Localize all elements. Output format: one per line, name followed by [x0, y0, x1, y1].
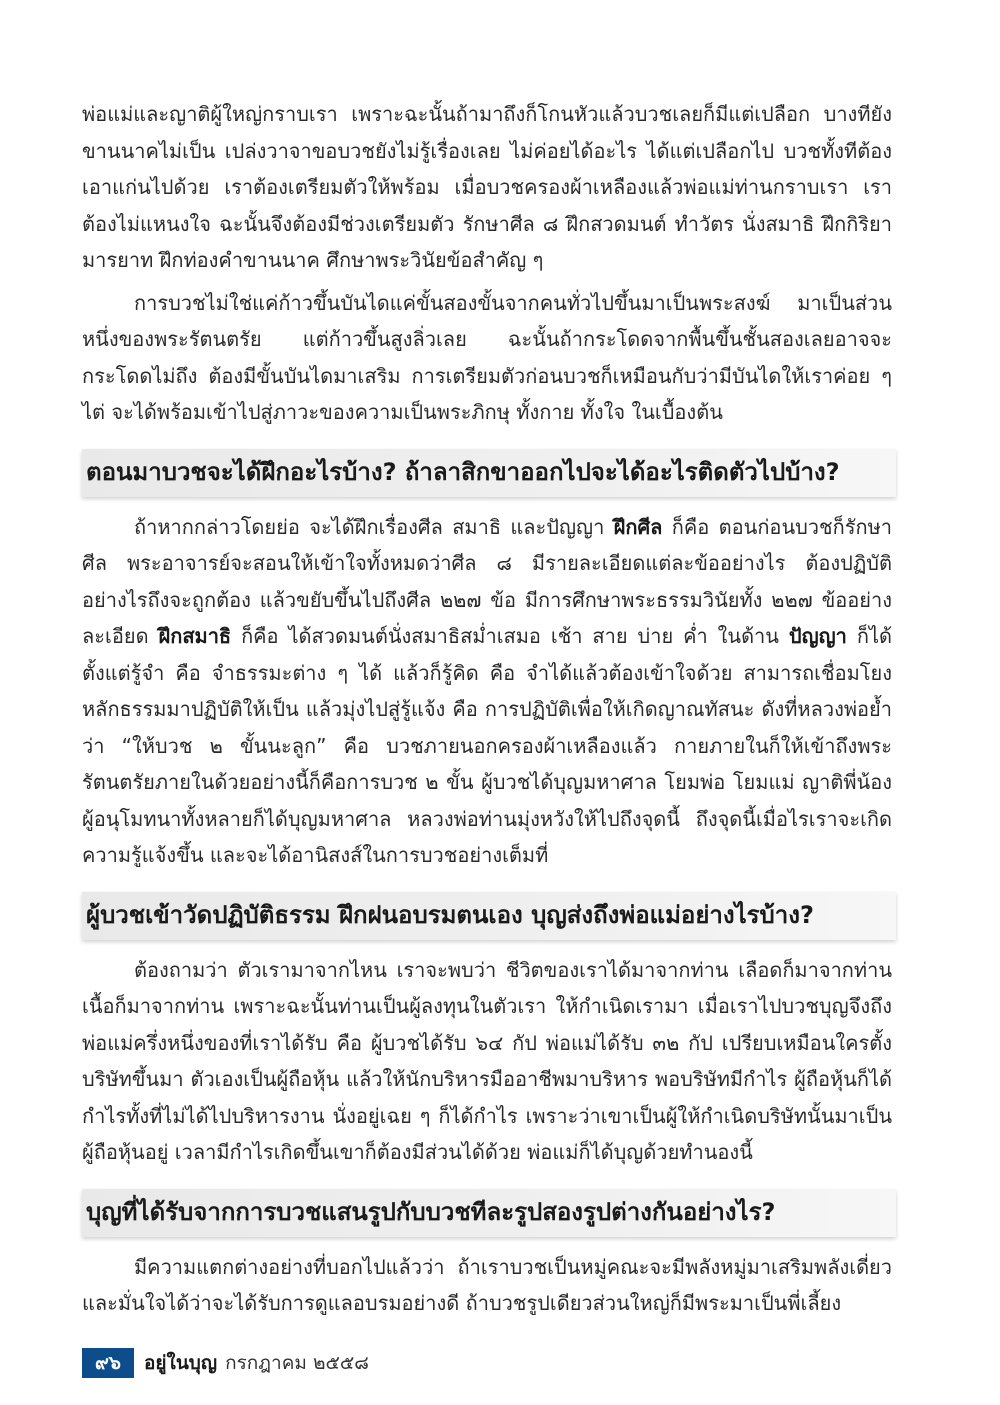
text-run: ก็ได้ตั้งแต่รู้จำ คือ จำธรรมะต่าง ๆ ได้ แล้วก็รู้คิด คือ จำได้แล้วต้องเข้าใจด้วย สามารถเชื่อมโยงหลักธรรมมาปฏิบัติให้เป็น แล้วมุ่งไปสู่รู้แจ้ง คือ การปฏิบัติเพื่อให้เกิดญาณทัสนะ ดังที่หลวงพ่อย้ำว่า “ให้บวช ๒ ขั้นนะลูก” คือ บวชภายนอกครองผ้าเหลืองแล้ว กายภายในก็ให้เข้าถึงพระรัตนตรัยภายในด้วยอย่างนี้ก็คือการบวช ๒ ขั้น ผู้บวชได้บุญมหาศาล โยมพ่อ โยมแม่ ญาติพี่น้อง ผู้อนุโมทนาทั้งหลายก็ได้บุญมหาศาล หลวงพ่อท่านมุ่งหวังให้ไปถึงจุดนี้ ถึงจุดนี้เมื่อไรเราจะเกิดความรู้แจ้งขึ้น และจะได้อานิสงส์ในการบวชอย่างเต็มที่ [82, 624, 892, 867]
page-footer [82, 1348, 369, 1378]
paragraph: การบวชไม่ใช่แค่ก้าวขึ้นบันไดแค่ขั้นสองขั้นจากคนทั่วไปขึ้นมาเป็นพระสงฆ์ มาเป็นส่วนหนึ่งของพระรัตนตรัย แต่ก้าวขึ้นสูงลิ่วเลย ฉะนั้นถ้ากระโดดจากพื้นขึ้นชั้นสองเลยอาจจะกระโดดไม่ถึง ต้องมีขั้นบันไดมาเสริม การเตรียมตัวก่อนบวชก็เหมือนกับว่ามีบันไดให้เราค่อย ๆ ไต่ จะได้พร้อมเข้าไปสู่ภาวะของความเป็นพระภิกษุ ทั้งกาย ทั้งใจ ในเบื้องต้น [82, 290, 892, 424]
bold-term: ฝึกสมาธิ [158, 624, 232, 648]
magazine-title: อยู่ในบุญ [144, 1352, 218, 1374]
paragraph: พ่อแม่และญาติผู้ใหญ่กราบเรา เพราะฉะนั้นถ้ามาถึงก็โกนหัวแล้วบวชเลยก็มีแต่เปลือก บางทียังขานนาคไม่เป็น เปล่งวาจาขอบวชยังไม่รู้เรื่องเลย ไม่ค่อยได้อะไร ได้แต่เปลือกไป บวชทั้งทีต้องเอาแก่นไปด้วย เราต้องเตรียมตัวให้พร้อม เมื่อบวชครองผ้าเหลืองแล้วพ่อแม่ท่านกราบเรา เราต้องไม่แหนงใจ ฉะนั้นจึงต้องมีช่วงเตรียมตัว รักษาศีล ๘ ฝึกสวดมนต์ ทำวัตร นั่งสมาธิ ฝึกกิริยามารยาท ฝึกท่องคำขานนาค ศึกษาพระวินัยข้อสำคัญ ๆ [82, 102, 892, 272]
paragraph [82, 509, 892, 874]
paragraph: มีความแตกต่างอย่างที่บอกไปแล้วว่า ถ้าเราบวชเป็นหมู่คณะจะมีพลังหมู่มาเสริมพลังเดี่ยวและมั่นใจได้ว่าจะได้รับการดูแลอบรมอย่างดี ถ้าบวชรูปเดียวส่วนใหญ่ก็มีพระมาเป็นพี่เลี้ยง [82, 1254, 892, 1315]
section-heading-box [82, 892, 892, 940]
article-body [82, 96, 892, 1322]
section-heading: ผู้บวชเข้าวัดปฏิบัติธรรม ฝึกฝนอบรมตนเอง บุญส่งถึงพ่อแม่อย่างไรบ้าง? [82, 892, 896, 940]
section-heading: ตอนมาบวชจะได้ฝึกอะไรบ้าง? ถ้าลาสิกขาออกไปจะได้อะไรติดตัวไปบ้าง? [82, 449, 896, 497]
issue-date: กรกฎาคม ๒๕๕๘ [225, 1352, 369, 1374]
bold-term: ฝึกศีล [613, 514, 663, 539]
text-run: ก็คือ ได้สวดมนต์นั่งสมาธิสม่ำเสมอ เช้า สาย บ่าย ค่ำ ในด้าน [231, 624, 789, 648]
paragraph: ต้องถามว่า ตัวเรามาจากไหน เราจะพบว่า ชีวิตของเราได้มาจากท่าน เลือดก็มาจากท่าน เนื้อก็มาจากท่าน เพราะฉะนั้นท่านเป็นผู้ลงทุนในตัวเรา ให้กำเนิดเรามา เมื่อเราไปบวชบุญจึงถึงพ่อแม่ครึ่งหนึ่งของที่เราได้รับ คือ ผู้บวชได้รับ ๖๔ กัป พ่อแม่ได้รับ ๓๒ กัป เปรียบเหมือนใครตั้งบริษัทขึ้นมา ตัวเองเป็นผู้ถือหุ้น แล้วให้นักบริหารมืออาชีพมาบริหาร พอบริษัทมีกำไร ผู้ถือหุ้นก็ได้กำไรทั้งที่ไม่ได้ไปบริหารงาน นั่งอยู่เฉย ๆ ก็ได้กำไร เพราะว่าเขาเป็นผู้ให้กำเนิดบริษัทนั้นมาเป็นผู้ถือหุ้นอยู่ เวลามีกำไรเกิดขึ้นเขาก็ต้องมีส่วนได้ด้วย พ่อแม่ก็ได้บุญด้วยทำนองนี้ [82, 957, 892, 1164]
text-run: ถ้าหากกล่าวโดยย่อ จะได้ฝึกเรื่องศีล สมาธิ และปัญญา [134, 514, 614, 539]
text-run: ก็คือ ตอนก่อนบวชก็รักษาศีล พระอาจารย์จะสอนให้เข้าใจทั้งหมดว่าศีล ๘ มีรายละเอียดแต่ละข้ออย่างไร ต้องปฏิบัติอย่างไรถึงจะถูกต้อง แล้วขยับขึ้นไปถึงศีล ๒๒๗ ข้อ มีการศึกษาพระธรรมวินัยทั้ง ๒๒๗ ข้ออย่างละเอียด [82, 514, 892, 648]
section-heading: บุญที่ได้รับจากการบวชแสนรูปกับบวชทีละรูปสองรูปต่างกันอย่างไร? [82, 1189, 896, 1237]
bold-term: ปัญญา [788, 624, 847, 648]
section-heading-box [82, 1189, 892, 1237]
section-heading-box [82, 449, 892, 497]
page-number: ๙๖ [82, 1348, 134, 1378]
